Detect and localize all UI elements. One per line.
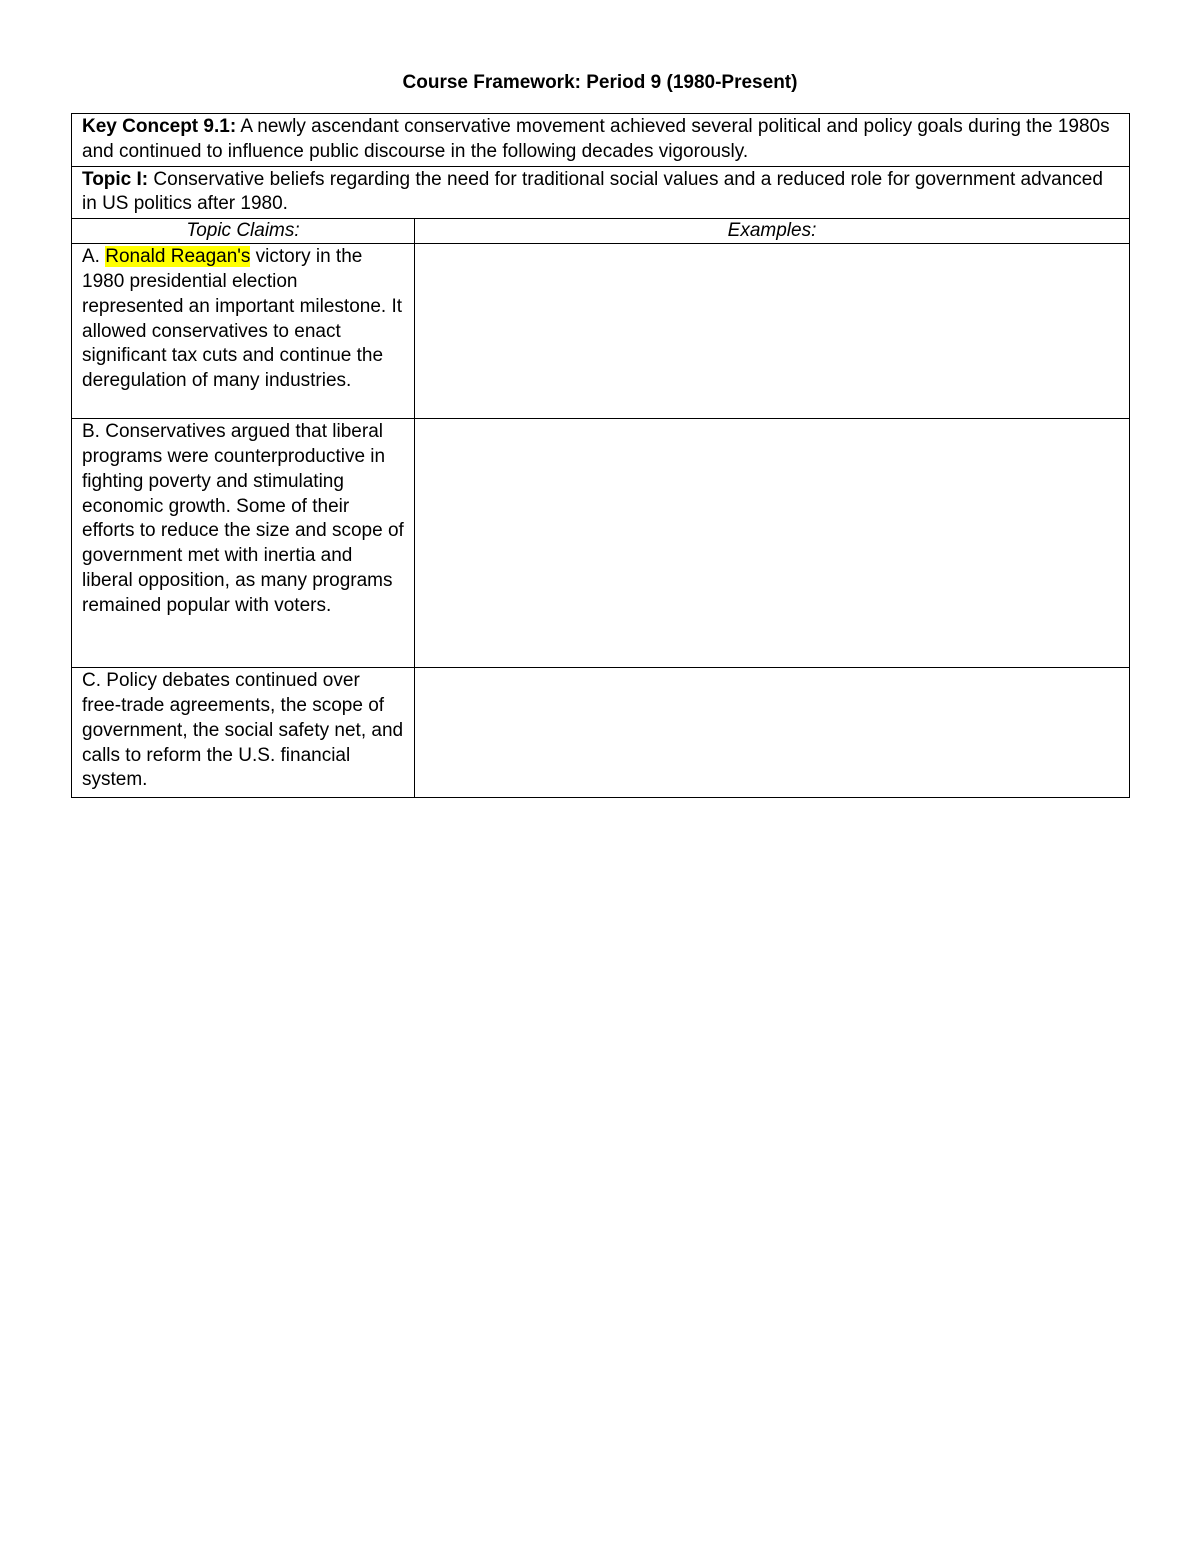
examples-cell-c[interactable]	[415, 668, 1130, 798]
table-row	[72, 419, 1130, 668]
topic-row	[72, 166, 1130, 219]
claim-cell-c	[72, 668, 415, 798]
examples-cell-a[interactable]	[415, 244, 1130, 419]
key-concept-label: Key Concept 9.1:	[82, 116, 237, 137]
table-row	[72, 244, 1130, 419]
column-header-row	[72, 219, 1130, 244]
claim-a-highlight: Ronald Reagan's	[105, 246, 251, 268]
key-concept-row	[72, 114, 1130, 167]
examples-cell-b[interactable]	[415, 419, 1130, 668]
topic-text: Conservative beliefs regarding the need for traditional social values and a reduced role for government advanced in US politics after 1980.	[82, 168, 1103, 215]
examples-header: Examples:	[415, 219, 1130, 244]
key-concept-cell	[72, 114, 1130, 167]
topic-cell	[72, 166, 1130, 219]
claim-c-text: C. Policy debates continued over free-trade agreements, the scope of government, the social safety net, and calls to reform the U.S. financial system.	[82, 670, 404, 791]
table-row	[72, 668, 1130, 798]
topic-claims-header: Topic Claims:	[72, 219, 415, 244]
claim-b-text: B. Conservatives argued that liberal programs were counterproductive in fighting poverty and stimulating economic growth. Some of their efforts to reduce the size and scope of government met with inertia and liberal opposition, as many programs remained popular with voters.	[82, 421, 404, 616]
course-framework-table	[71, 113, 1130, 798]
topic-label: Topic I:	[82, 168, 149, 190]
claim-a-text: victory in the 1980 presidential election represented an important milestone. It allowed conservatives to enact significant tax cuts and continue the deregulation of many industries.	[82, 246, 403, 392]
claim-cell-a	[72, 244, 415, 419]
claim-cell-b	[72, 419, 415, 668]
claim-a-prefix: A.	[82, 246, 106, 268]
page-title: Course Framework: Period 9 (1980-Present)	[402, 72, 798, 93]
key-concept-text: A newly ascendant conservative movement achieved several political and policy goals during the 1980s and continued to influence public discourse in the following decades vigorously.	[82, 116, 1110, 162]
